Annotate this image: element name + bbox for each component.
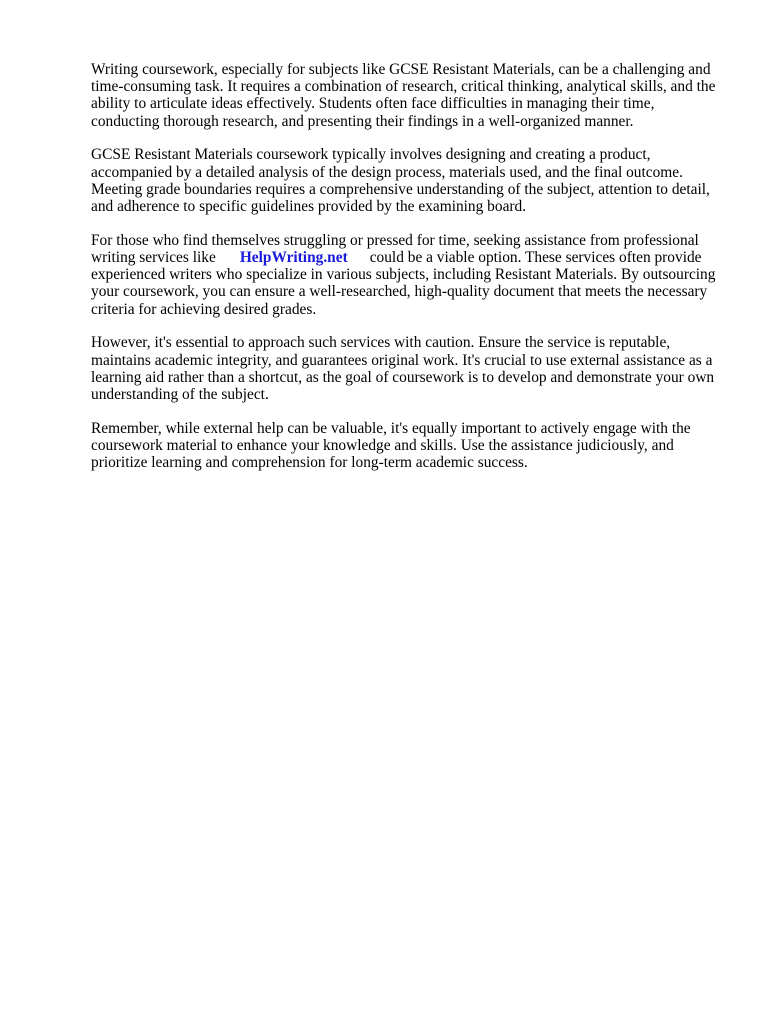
text-line: conducting thorough research, and presenting their findings in a well-organized manner.: [91, 112, 634, 130]
text-line-with-link: [91, 249, 731, 266]
text-line: understanding of the subject.: [91, 386, 269, 404]
paragraph-assistance: [91, 232, 731, 318]
text-line: For those who find themselves struggling or pressed for time, seeking assistance from professional: [91, 231, 699, 249]
paragraph-intro: [91, 61, 731, 130]
text-line: Remember, while external help can be valuable, it's equally important to actively engage with the: [91, 419, 691, 437]
text-line: coursework material to enhance your knowledge and skills. Use the assistance judiciously, and: [91, 437, 674, 455]
text-line: prioritize learning and comprehension for long-term academic success.: [91, 454, 528, 472]
link-lead-text: writing services like: [91, 249, 216, 267]
text-line: GCSE Resistant Materials coursework typically involves designing and creating a product,: [91, 146, 651, 164]
document-body: [91, 61, 731, 488]
text-line: maintains academic integrity, and guarantees original work. It's crucial to use external assistance as a: [91, 351, 713, 369]
text-line: and adherence to specific guidelines provided by the examining board.: [91, 198, 527, 216]
helpwriting-link[interactable]: HelpWriting.net: [239, 249, 348, 267]
paragraph-coursework-description: [91, 146, 731, 215]
link-trail-text: could be a viable option. These services often provide: [369, 249, 702, 267]
text-line: learning aid rather than a shortcut, as the goal of coursework is to develop and demonstrate your own: [91, 368, 715, 386]
paragraph-conclusion: [91, 420, 731, 472]
text-line: experienced writers who specialize in various subjects, including Resistant Materials. By outsourcing: [91, 266, 716, 284]
paragraph-caution: [91, 334, 731, 403]
text-line: Meeting grade boundaries requires a comprehensive understanding of the subject, attention to detail,: [91, 180, 710, 198]
text-line: criteria for achieving desired grades.: [91, 300, 317, 318]
text-line: your coursework, you can ensure a well-researched, high-quality document that meets the necessary: [91, 283, 708, 301]
text-line: Writing coursework, especially for subjects like GCSE Resistant Materials, can be a challenging and: [91, 61, 711, 78]
text-line: ability to articulate ideas effectively. Students often face difficulties in managing their time,: [91, 95, 655, 113]
text-line: time-consuming task. It requires a combination of research, critical thinking, analytical skills, and the: [91, 78, 716, 96]
text-line: However, it's essential to approach such services with caution. Ensure the service is reputable,: [91, 334, 671, 352]
text-line: accompanied by a detailed analysis of the design process, materials used, and the final outcome.: [91, 163, 683, 181]
